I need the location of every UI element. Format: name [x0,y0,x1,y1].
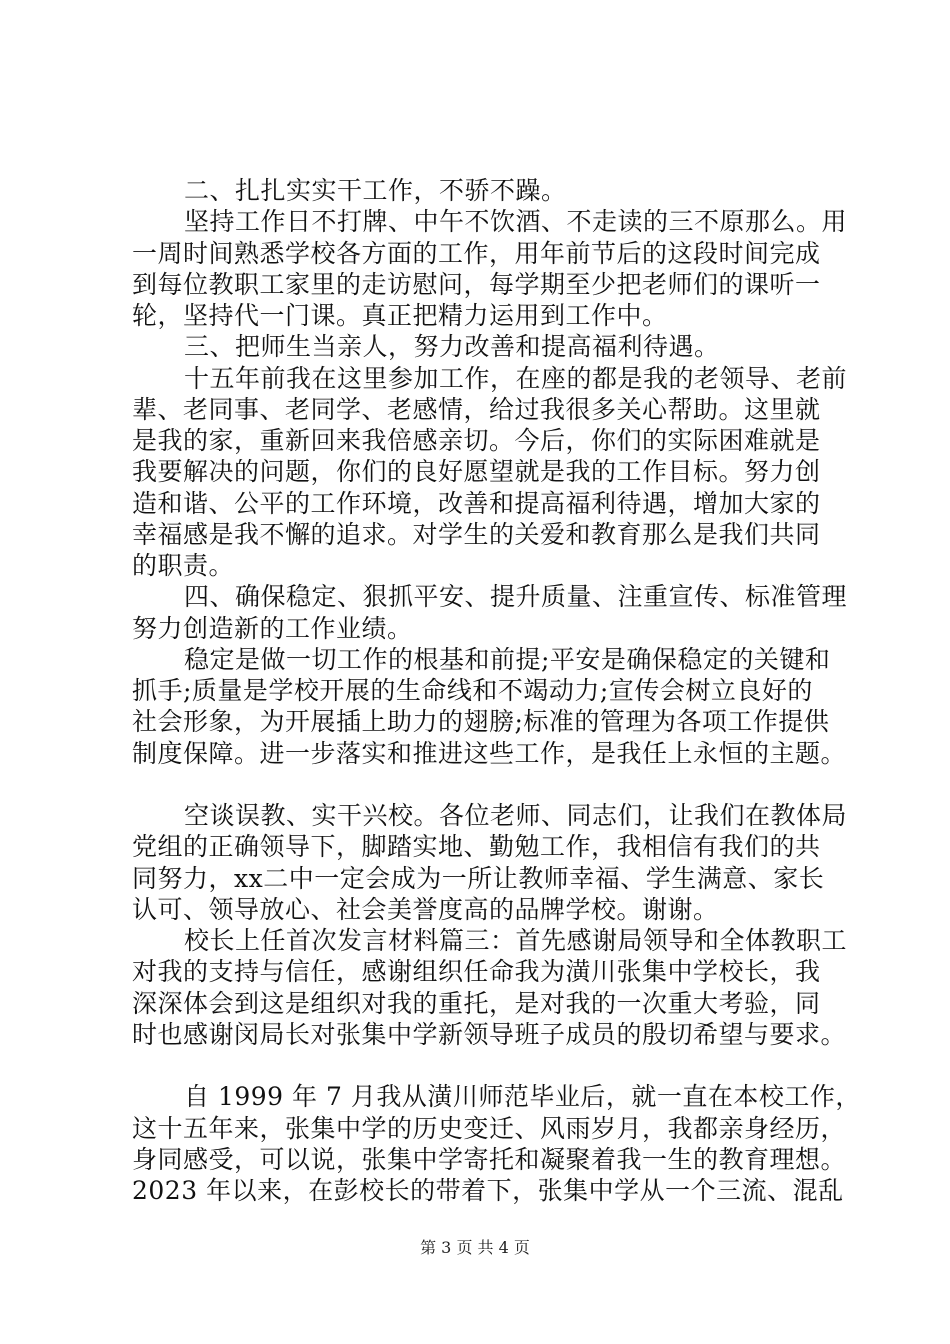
paragraph-line: 十五年前我在这里参加工作，在座的都是我的老领导、老前 [184,364,848,393]
paragraph-line: 这十五年来，张集中学的历史变迁、风雨岁月，我都亲身经历， [132,1114,847,1143]
paragraph-line: 抓手;质量是学校开展的生命线和不竭动力;宣传会树立良好的 [132,676,813,705]
paragraph-line: 时也感谢闵局长对张集中学新领导班子成员的殷切希望与要求。 [132,1020,847,1049]
heading-line: 四、确保稳定、狠抓平安、提升质量、注重宣传、标准管理 [184,582,848,611]
paragraph-line: 造和谐、公平的工作环境，改善和提高福利待遇，增加大家的 [132,489,821,518]
heading-line: 努力创造新的工作业绩。 [132,614,413,643]
heading-line: 二、扎扎实实干工作，不骄不躁。 [184,176,567,205]
paragraph-line: 幸福感是我不懈的追求。对学生的关爱和教育那么是我们共同 [132,520,821,549]
paragraph-line: 的职责。 [132,551,235,580]
paragraph-line: 同努力，xx二中一定会成为一所让教师幸福、学生满意、家长 [132,864,825,893]
paragraph-line: 坚持工作日不打牌、中午不饮酒、不走读的三不原那么。用 [184,207,848,236]
paragraph-line: 2023 年以来，在彭校长的带着下，张集中学从一个三流、混乱 [132,1176,844,1205]
paragraph-line: 空谈误教、实干兴校。各位老师、同志们，让我们在教体局 [184,801,848,830]
paragraph-line: 社会形象，为开展插上助力的翅膀;标准的管理为各项工作提供 [132,707,830,736]
paragraph-line: 校长上任首次发言材料篇三：首先感谢局领导和全体教职工 [184,926,848,955]
paragraph-line: 一周时间熟悉学校各方面的工作，用年前节后的这段时间完成 [132,239,821,268]
paragraph-line: 自 1999 年 7 月我从潢川师范毕业后，就一直在本校工作， [184,1082,861,1111]
paragraph-line: 制度保障。进一步落实和推进这些工作，是我任上永恒的主题。 [132,739,847,768]
paragraph-line: 是我的家，重新回来我倍感亲切。今后，你们的实际困难就是 [132,426,821,455]
page-footer: 第 3 页 共 4 页 [420,1238,530,1257]
paragraph-line: 党组的正确领导下，脚踏实地、勤勉工作，我相信有我们的共 [132,832,821,861]
paragraph-line: 深深体会到这是组织对我的重托，是对我的一次重大考验，同 [132,989,821,1018]
paragraph-line: 身同感受，可以说，张集中学寄托和凝聚着我一生的教育理想。 [132,1145,847,1174]
paragraph-line: 轮，坚持代一门课。真正把精力运用到工作中。 [132,301,668,330]
paragraph-line: 稳定是做一切工作的根基和前提;平安是确保稳定的关键和 [184,645,831,674]
paragraph-line: 到每位教职工家里的走访慰问，每学期至少把老师们的课听一 [132,270,821,299]
paragraph-line: 辈、老同事、老同学、老感情，给过我很多关心帮助。这里就 [132,395,821,424]
paragraph-line: 认可、领导放心、社会美誉度高的品牌学校。谢谢。 [132,895,719,924]
paragraph-line: 我要解决的问题，你们的良好愿望就是我的工作目标。努力创 [132,457,821,486]
heading-line: 三、把师生当亲人，努力改善和提高福利待遇。 [184,332,720,361]
paragraph-line: 对我的支持与信任，感谢组织任命我为潢川张集中学校长，我 [132,957,821,986]
